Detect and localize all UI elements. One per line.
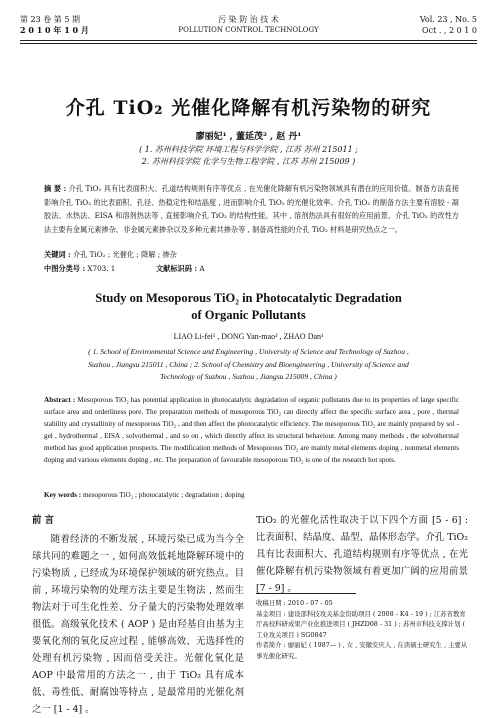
journal-name-en: POLLUTION CONTROL TECHNOLOGY [178,26,319,34]
classification-cn [44,262,459,276]
affiliation-cn-1: ( 1. 苏州科技学院 环境工程与科学学院 , 江苏 苏州 215011 ; [139,145,358,154]
keywords-en [44,489,459,501]
abstract-en-label: Abstract : [44,396,76,404]
publication-date: 2 0 1 0 年 1 0 月 [20,25,89,35]
keywords-en-text: mesoporous TiO₂ ; photocatalytic ; degradation ; doping [82,491,245,499]
affiliations-en [0,346,497,384]
footnote-rule [256,593,356,594]
affiliation-cn-2: 2. 苏州科技学院 化学与生物工程学院 , 江苏 苏州 215009 ) [141,157,356,166]
body-right-column [256,512,468,597]
affiliation-en-1: ( 1. School of Environmental Science and Engineering , University of Science and Technology of Suzhou , [88,347,409,356]
authors-cn: 廖丽妃¹ , 董延茂² , 赵 丹¹ [195,132,302,142]
footnote-author-bio: 作者简介 : 廖丽妃 ( 1987— ) , 女 , 安徽安庆人 , 在读硕士研究生 , 主要从事光催化研究。 [256,641,468,660]
journal-name-cn: 污 染 防 治 技 术 [218,15,279,24]
body-paragraph-intro: 随着经济的不断发展 , 环境污染已成为当今全球共同的难题之一 , 如何高效低耗地降解环境中的污染物质 , 已经成为环境保护领域的研究热点。目前 , 环境污染物的处理方法主要是生物法 , 然而生物法对于可生化性差、分子量大的污染物处理效率很低。高级氧化技术 ( AOP ) 是由羟基自由基为主要氧化剂的氧化反应过程 , 能够高效、无选择性的处理有机污染物 , 因而倍受关注。光催化氧化是 AOP 中最常用的方法之一 , 由于 TiO₂ 具有成本低、毒性低、耐腐蚀等特点 , 是最常用的光催化剂之一 [1 - 4] 。 [32,534,244,715]
abstract-cn [44,182,459,236]
volume-issue-en: Vol. 23 , No. 5 [419,15,477,24]
keywords-cn-text: 介孔 TiO₂ ; 光催化 ; 降解 ; 掺杂 [73,250,177,259]
body-left-column [32,512,244,718]
abstract-cn-label: 摘 要 : [44,184,67,193]
footnote-funding: 基金项目 : 建设部科技攻关基金资助项目 ( 2008 - K4 - 19 ) ; 江苏省教育厅高校科研成果产业化推进项目 ( JHZD08 - 31 ) ; 苏州市科技支撑计划 ( 工业攻关项目 ) SG0847 [256,609,466,639]
abstract-cn-text: 介孔 TiO₂ 具有比表面积大、孔道结构规则有序等优点 , 在光催化降解有机污染物领域具有潜在的应用价值。制备方法直接影响介孔 TiO₂ 的比表面积、孔径、热稳定性和结晶度 , 进而影响介孔 TiO₂ 的光催化效率。介孔 TiO₂ 的制备方法主要有溶胶 - 凝胶法、水热法、EISA 和溶剂热法等 , 直接影响介孔 TiO₂ 的结构性能。其中 , 溶剂热法具有很好的应用前景。介孔 TiO₂ 的改性方法主要有金属元素掺杂、非金属元素掺杂以及多种元素共掺杂等 , 制备高性能的介孔 TiO₂ 材料是研究热点之一。 [44,184,459,234]
section-heading-preface: 前 言 [32,515,55,526]
publication-date-en: Oct . , 2 0 1 0 [422,26,477,35]
header-rule [20,40,477,41]
footnote-received-date: 收稿日期 : 2010 - 07 - 05 [256,599,333,607]
keywords-cn-label: 关键词 : [44,250,71,259]
affiliation-en-3: Technology of Suzhou , Suzhou , Jiangsu 215009 , China ) [160,372,337,381]
keywords-cn [44,248,459,262]
paper-title-en-line1: Study on Mesoporous TiO₂ in Photocatalytic Degradation [95,291,402,305]
journal-volume-info-en [420,14,477,36]
affiliations-cn [0,144,497,168]
clc-value: X703. 1 [87,264,116,273]
clc-label: 中图分类号 : [44,264,86,273]
paper-title-en-line2: of Organic Pollutants [191,308,306,322]
keywords-en-label: Key words : [44,491,82,499]
doc-code-label: 文献标识码 : [155,264,198,273]
affiliation-en-2: Suzhou , Jiangsu 215011 , China ; 2. School of Chemistry and Bioengineering , University of Science and [88,359,409,369]
paper-title-cn: 介孔 TiO₂ 光催化降解有机污染物的研究 [65,97,432,119]
doc-code-value: A [199,264,205,273]
footnote [256,598,468,661]
header-rule-thin [20,43,477,44]
volume-issue: 第 23 卷 第 5 期 [20,15,80,24]
authors-en: LIAO Li-fei¹ , DONG Yan-mao² , ZHAO Dan¹ [173,332,324,341]
paper-title-en [0,290,497,324]
body-paragraph-continued: TiO₂ 的光催化活性取决于以下四个方面 [5 - 6] : 比表面积、结晶度、晶型、晶体形态学。介孔 TiO₂ 具有比表面积大、孔道结构规则有序等优点 , 在光催化降解有机污染物领域有着更加广阔的应用前景 [7 - 9] 。 [256,515,468,594]
abstract-en [44,394,459,466]
abstract-en-text: Mesoporous TiO₂ has potential application in photocatalytic degradation of organic pollutants due to its properties of large specific surface area and orderliness pore. The preparation methods of mesoporous TiO₂ can directly affect the specific surface area , pore , thermal stability and crystallinity of mesoporous TiO₂ , and then affect the photocatalytic efficiency. The mesoporous TiO₂ are mainly prepared by sol - gel , hydrothermal , EISA , solvothermal , and so on , which directly affect its structural behaviour. Among many methods , the solvothermal method has good application prospects. The modification methods of Mesoporous TiO₂ are mainly metal elements doping , nonmetal elements doping and various elements doping , etc. The preparation of favourable mesoporous TiO₂ is one of the research hot spots. [44,396,460,464]
